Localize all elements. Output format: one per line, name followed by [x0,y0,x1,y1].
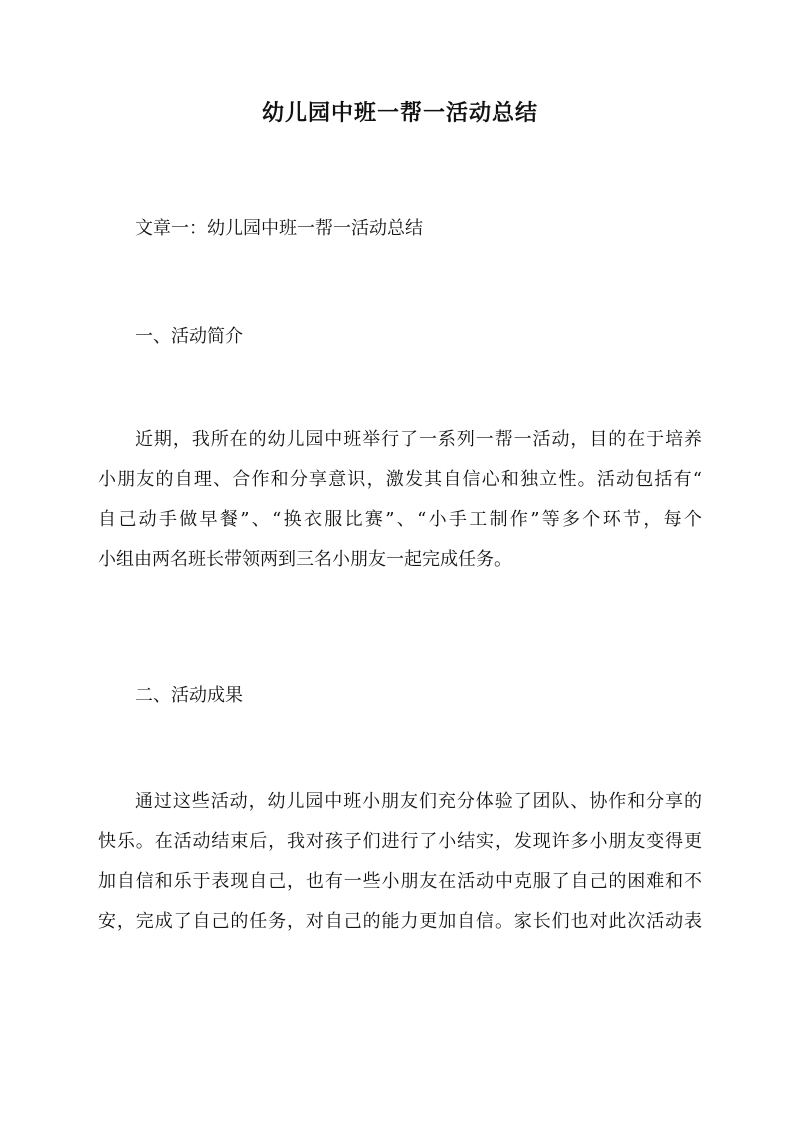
paragraph-line: 快乐。在活动结束后，我对孩子们进行了小结实，发现许多小朋友变得更 [98,831,702,852]
document-title: 幼儿园中班一帮一活动总结 [261,100,538,126]
section-heading-results: 二、活动成果 [135,685,243,706]
paragraph-line: 自己动手做早餐”、“换衣服比赛”、“小手工制作”等多个环节，每个 [98,509,702,530]
paragraph-line: 加自信和乐于表现自己，也有一些小朋友在活动中克服了自己的困难和不 [98,871,702,892]
paragraph-line: 小组由两名班长带领两到三名小朋友一起完成任务。 [98,549,512,570]
paragraph-line: 通过这些活动，幼儿园中班小朋友们充分体验了团队、协作和分享的 [135,791,702,812]
paragraph-results [98,782,702,942]
article-heading: 文章一：幼儿园中班一帮一活动总结 [135,218,423,239]
section-heading-intro: 一、活动简介 [135,326,243,347]
paragraph-line: 近期，我所在的幼儿园中班举行了一系列一帮一活动，目的在于培养 [135,429,702,450]
paragraph-intro [98,420,702,580]
paragraph-line: 小朋友的自理、合作和分享意识，激发其自信心和独立性。活动包括有“ [98,469,702,490]
paragraph-line: 安，完成了自己的任务，对自己的能力更加自信。家长们也对此次活动表 [98,911,702,932]
